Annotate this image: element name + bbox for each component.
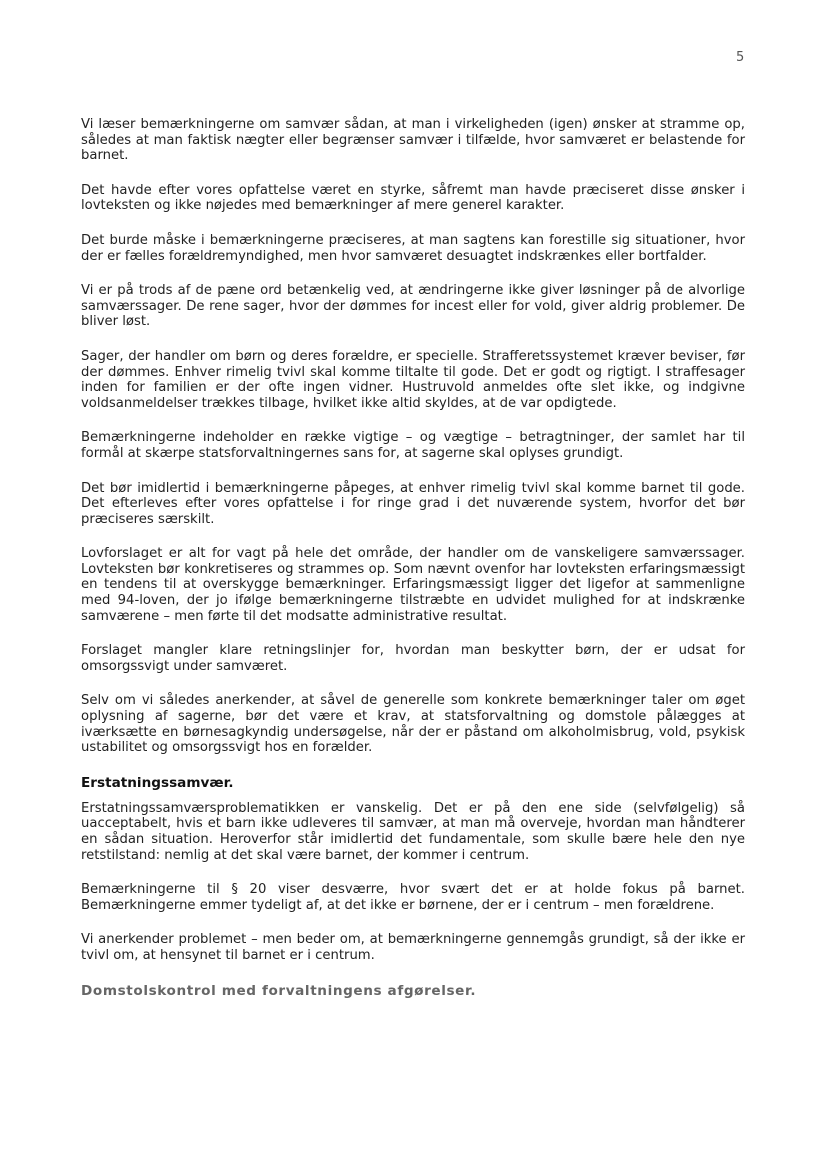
paragraph-7: Det bør imidlertid i bemærkningerne påpeges, at enhver rimelig tvivl skal komme barnet til gode. Det efterleves efter vores opfattelse i for ringe grad i det nuværende system, hvorfor det bør præciseres særskilt. [81,480,745,527]
paragraph-13: Vi anerkender problemet – men beder om, at bemærkningerne gennemgås grundigt, så der ikke er tvivl om, at hensynet til barnet er i centrum. [81,932,745,963]
paragraph-1: Vi læser bemærkningerne om samvær sådan, at man i virkeligheden (igen) ønsker at stramme op, således at man faktisk nægter eller begrænser samvær i tilfælde, hvor samværet er belastende for barnet. [81,117,745,164]
paragraph-2: Det havde efter vores opfattelse været en styrke, såfremt man havde præciseret disse ønsker i lovteksten og ikke nøjedes med bemærkninger af mere generel karakter. [81,182,745,214]
paragraph-3: Det burde måske i bemærkningerne præciseres, at man sagtens kan forestille sig situationer, hvor der er fælles forældremyndighed, men hvor samværet desuagtet indskrænkes eller bortfalder. [81,232,745,264]
paragraph-9: Forslaget mangler klare retningslinjer for, hvordan man beskytter børn, der er udsat for omsorgssvigt under samværet. [81,643,745,674]
paragraph-4: Vi er på trods af de pæne ord betænkelig ved, at ændringerne ikke giver løsninger på de alvorlige samværssager. De rene sager, hvor der dømmes for incest eller for vold, giver aldrig problemer. De bliver løst. [81,283,745,330]
paragraph-12: Bemærkningerne til § 20 viser desværre, hvor svært det er at holde fokus på barnet. Bemærkningerne emmer tydeligt af, at det ikke er børnene, der er i centrum – men forældrene. [81,882,745,913]
section-heading-domstolskontrol: Domstolskontrol med forvaltningens afgørelser. [81,982,477,999]
paragraph-6: Bemærkningerne indeholder en række vigtige – og vægtige – betragtninger, der samlet har til formål at skærpe statsforvaltningernes sans for, at sagerne skal oplyses grundigt. [81,430,745,461]
paragraph-8: Lovforslaget er alt for vagt på hele det område, der handler om de vanskeligere samværssager. Lovteksten bør konkretiseres og strammes op. Som nævnt ovenfor har lovteksten erfaringsmæssigt en tendens til at overskygge bemærkninger. Erfaringsmæssigt ligger det ligefor at sammenligne med 94-loven, der jo ifølge bemærkningerne tilstræbte en udvidet mulighed for at indskrænke samværene – men førte til det modsatte administrative resultat. [81,546,745,624]
document-body [81,117,745,1009]
section-heading-erstatningssamvaer: Erstatningssamvær. [81,774,234,791]
paragraph-10: Selv om vi således anerkender, at såvel de generelle som konkrete bemærkninger taler om øget oplysning af sagerne, bør det være et krav, at statsforvaltning og domstole pålægges at iværksætte en børnesagkyndig undersøgelse, når der er påstand om alkoholmisbrug, vold, psykisk ustabilitet og omsorgssvigt hos en forælder. [81,693,745,756]
page-number: 5 [736,50,745,65]
paragraph-5: Sager, der handler om børn og deres forældre, er specielle. Strafferetssystemet kræver beviser, før der dømmes. Enhver rimelig tvivl skal komme tiltalte til gode. Det er godt og rigtigt. I straffesager inden for familien er der ofte ingen vidner. Hustruvold anmeldes ofte slet ikke, og indgivne voldsanmeldelser trækkes tilbage, hvilket ikke altid skyldes, at de var opdigtede. [81,348,745,411]
paragraph-11: Erstatningssamværsproblematikken er vanskelig. Det er på den ene side (selvfølgelig) så uacceptabelt, hvis et barn ikke udleveres til samvær, at man må overveje, hvordan man håndterer en sådan situation. Heroverfor står imidlertid det fundamentale, som skulle bære hele den nye retstilstand: nemlig at det skal være barnet, der kommer i centrum. [81,800,745,863]
